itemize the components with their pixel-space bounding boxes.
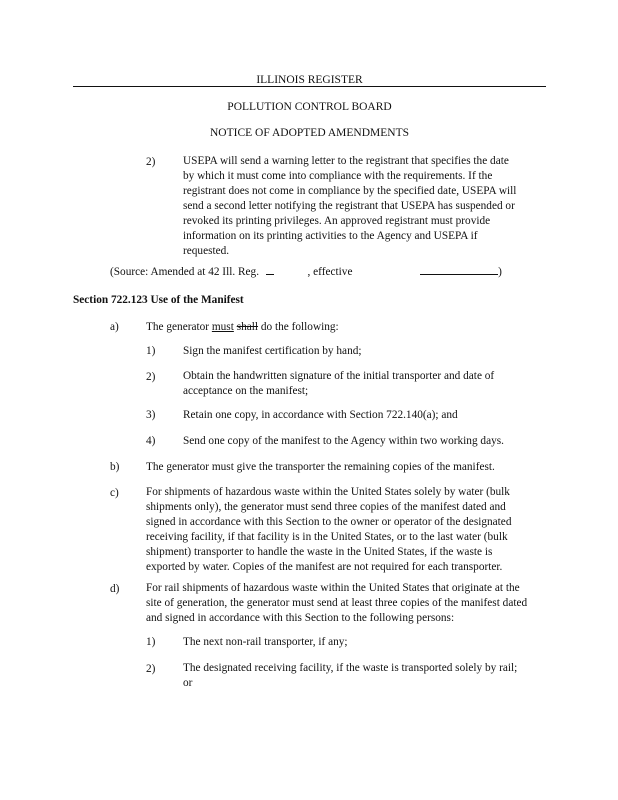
item-c-label: c) [110,487,119,499]
source-effective: , effective [307,266,353,278]
top-item-line: send a second letter notifying the registrant that USEPA has suspended or [183,200,515,212]
item-a-sub-label: 2) [146,371,156,383]
source-close: ) [498,266,502,278]
source-prefix: (Source: Amended at 42 Ill. Reg. [110,266,260,278]
item-a-text-after: do the following: [258,321,339,333]
item-a-label: a) [110,321,119,333]
item-a-text-before: The generator [146,321,212,333]
notice-title: NOTICE OF ADOPTED AMENDMENTS [209,127,410,139]
section-heading: Section 722.123 Use of the Manifest [73,294,244,306]
top-item-text [183,154,516,259]
top-item-line: requested. [183,245,230,257]
top-item-line: by which it must come into compliance with the requirements. If the [183,170,493,182]
item-d-label: d) [110,583,120,595]
register-page-blank [266,263,274,275]
item-a-text [146,318,339,336]
item-d-sub-label: 2) [146,663,156,675]
item-a-sub-label: 4) [146,435,156,447]
top-item-line: registrant does not come in compliance by the specified date, USEPA will [183,185,517,197]
item-b-label: b) [110,461,120,473]
item-a-sub-label: 1) [146,345,156,357]
register-title: ILLINOIS REGISTER [256,74,363,86]
item-a-sub-text: Obtain the handwritten signature of the initial transporter and date of acceptance on the manifest; [183,370,495,397]
top-item-line: revoked its printing privileges. An approved registrant must provide [183,215,491,227]
top-item-label: 2) [146,156,156,168]
item-d-sub-text: The next non-rail transporter, if any; [183,636,348,648]
board-title: POLLUTION CONTROL BOARD [227,101,392,113]
source-line [110,263,502,281]
item-a-sub-text: Retain one copy, in accordance with Section 722.140(a); and [183,409,458,421]
item-d-sub-text: The designated receiving facility, if the waste is transported solely by rail; or [183,662,518,689]
effective-date-blank [420,263,498,275]
item-a-sub-text: Sign the manifest certification by hand; [183,345,362,357]
top-item-line: information on its printing activities to the Agency and USEPA if [183,230,478,242]
item-a-sub-text: Send one copy of the manifest to the Agency within two working days. [183,435,504,447]
item-a-sub-label: 3) [146,409,156,421]
item-d-text: For rail shipments of hazardous waste within the United States that originate at the site of generation, the generator must send at least three copies of the manifest dated and signed in accordance with this Section to the following persons: [146,582,528,624]
item-b-text: The generator must give the transporter the remaining copies of the manifest. [146,461,495,473]
inserted-text: must [211,321,234,333]
header-rule [73,86,546,87]
deleted-text: shall [236,321,259,333]
item-d-sub-label: 1) [146,636,156,648]
top-item-line: USEPA will send a warning letter to the registrant that specifies the date [183,155,509,167]
item-c-text: For shipments of hazardous waste within the United States solely by water (bulk shipments only), the generator must send three copies of the manifest dated and signed in accordance with this Section to the owner or operator of the designated receiving facility, if that facility is in the United States, or to the last water (bulk shipment) transporter to handle the waste in the United States, if the waste is exported by water. Copies of the manifest are not required for each transporter. [146,486,512,573]
